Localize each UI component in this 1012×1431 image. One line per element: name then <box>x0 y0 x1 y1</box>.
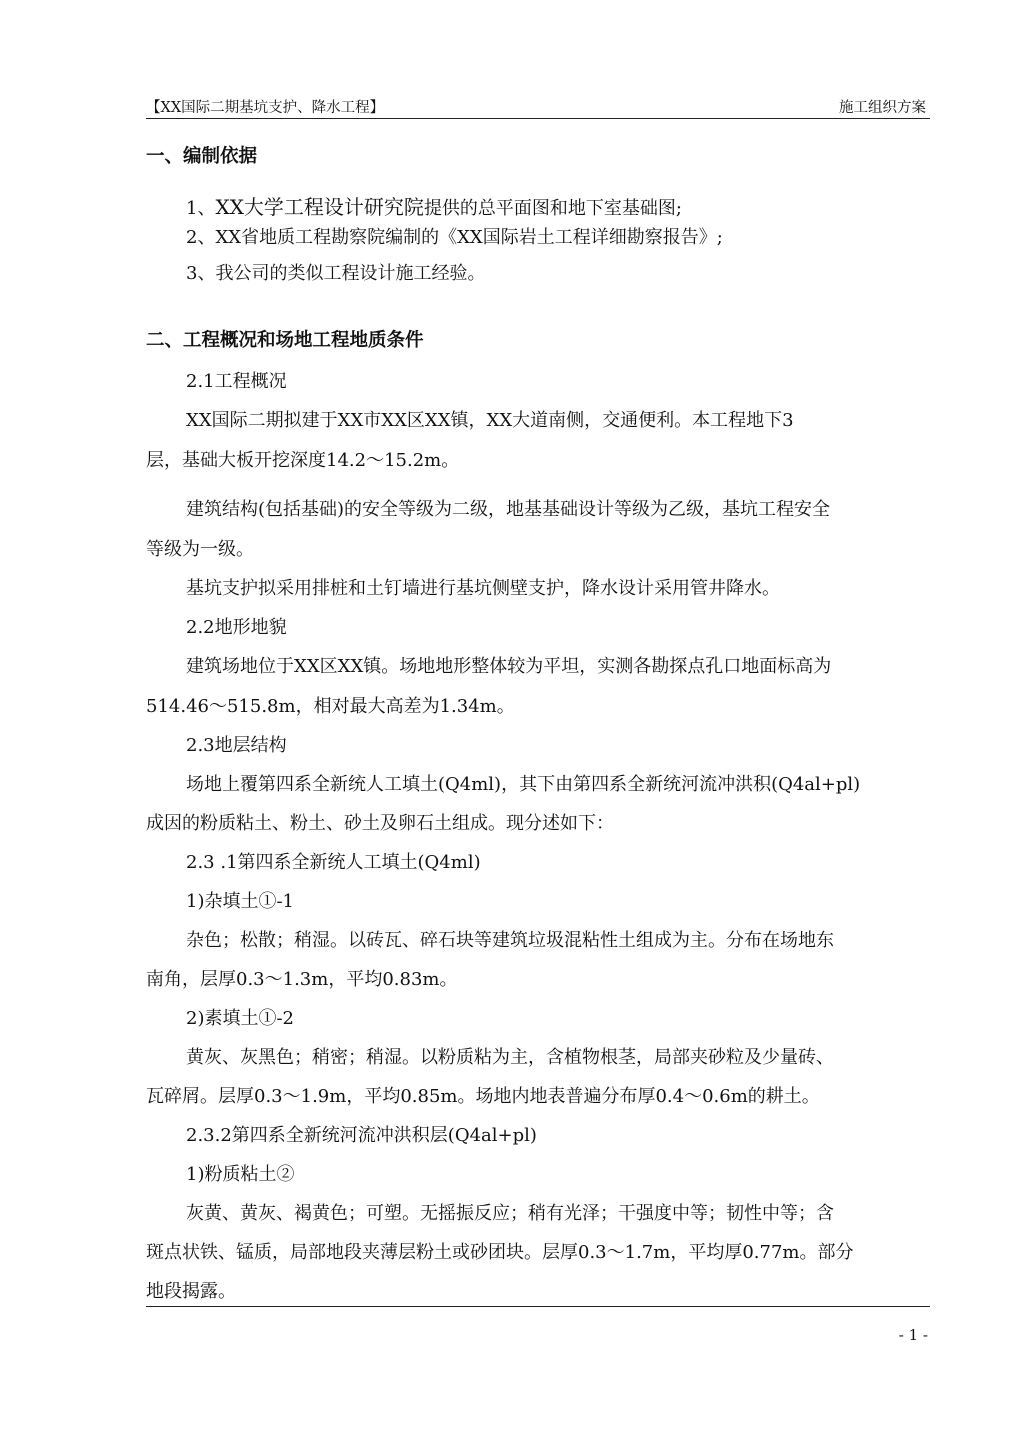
paragraph-line: 基坑支护拟采用排桩和土钉墙进行基坑侧壁支护，降水设计采用管井降水。 <box>186 578 780 599</box>
paragraph-line: 斑点状铁、锰质，局部地段夹薄层粉土或砂团块。层厚0.3～1.7m，平均厚0.77m。部分 <box>146 1242 854 1263</box>
subheading-2-3-1: 2.3 .1第四系全新统人工填土(Q4ml) <box>186 852 481 873</box>
paragraph-line: 南角，层厚0.3～1.3m，平均0.83m。 <box>146 969 458 990</box>
page-number: - 1 - <box>898 1326 928 1344</box>
soil-layer-heading: 2)素填土①-2 <box>186 1008 295 1029</box>
paragraph-line: 瓦碎屑。层厚0.3～1.9m，平均0.85m。场地内地表普遍分布厚0.4～0.6m的耕土。 <box>146 1086 820 1107</box>
paragraph-line: 场地上覆第四系全新统人工填土(Q4ml)，其下由第四系全新统河流冲洪积(Q4al+pl) <box>186 774 861 795</box>
paragraph-line: 地段揭露。 <box>146 1281 236 1302</box>
subheading-2-2: 2.2地形地貌 <box>186 617 287 638</box>
basis-item-3: 3、我公司的类似工程设计施工经验。 <box>186 263 486 284</box>
paragraph-line: 514.46～515.8m，相对最大高差为1.34m。 <box>146 696 515 717</box>
footer-divider <box>146 1306 930 1307</box>
basis-item-2: 2、XX省地质工程勘察院编制的《XX国际岩土工程详细勘察报告》; <box>186 227 723 248</box>
soil-layer-heading: 1)杂填土①-1 <box>186 891 295 912</box>
paragraph-line: 灰黄、黄灰、褐黄色；可塑。无摇振反应；稍有光泽；干强度中等；韧性中等；含 <box>186 1203 834 1224</box>
paragraph-line: XX国际二期拟建于XX市XX区XX镇，XX大道南侧，交通便利。本工程地下3 <box>186 410 794 431</box>
paragraph-line: 杂色；松散；稍湿。以砖瓦、碎石块等建筑垃圾混粘性土组成为主。分布在场地东 <box>186 930 834 951</box>
subheading-2-1: 2.1工程概况 <box>186 371 287 392</box>
section-heading-1: 一、编制依据 <box>146 146 258 167</box>
paragraph-line: 成因的粉质粘土、粉土、砂土及卵石土组成。现分述如下： <box>146 813 614 834</box>
basis-item-1: 1、XX大学工程设计研究院提供的总平面图和地下室基础图; <box>186 195 683 219</box>
paragraph-line: 层，基础大板开挖深度14.2～15.2m。 <box>146 450 460 471</box>
soil-layer-heading: 1)粉质粘土② <box>186 1164 295 1185</box>
paragraph-line: 建筑结构(包括基础)的安全等级为二级，地基基础设计等级为乙级，基坑工程安全 <box>186 499 831 520</box>
header-document-type: 施工组织方案 <box>839 100 926 116</box>
header-project-title: 【XX国际二期基坑支护、降水工程】 <box>146 100 385 116</box>
paragraph-line: 建筑场地位于XX区XX镇。场地地形整体较为平坦，实测各勘探点孔口地面标高为 <box>186 656 832 677</box>
page-header <box>146 96 930 119</box>
section-heading-2: 二、工程概况和场地工程地质条件 <box>146 330 424 351</box>
paragraph-line: 黄灰、灰黑色；稍密；稍湿。以粉质粘为主，含植物根茎，局部夹砂粒及少量砖、 <box>186 1047 834 1068</box>
subheading-2-3-2: 2.3.2第四系全新统河流冲洪积层(Q4al+pl) <box>186 1125 537 1146</box>
subheading-2-3: 2.3地层结构 <box>186 735 287 756</box>
paragraph-line: 等级为一级。 <box>146 539 254 560</box>
